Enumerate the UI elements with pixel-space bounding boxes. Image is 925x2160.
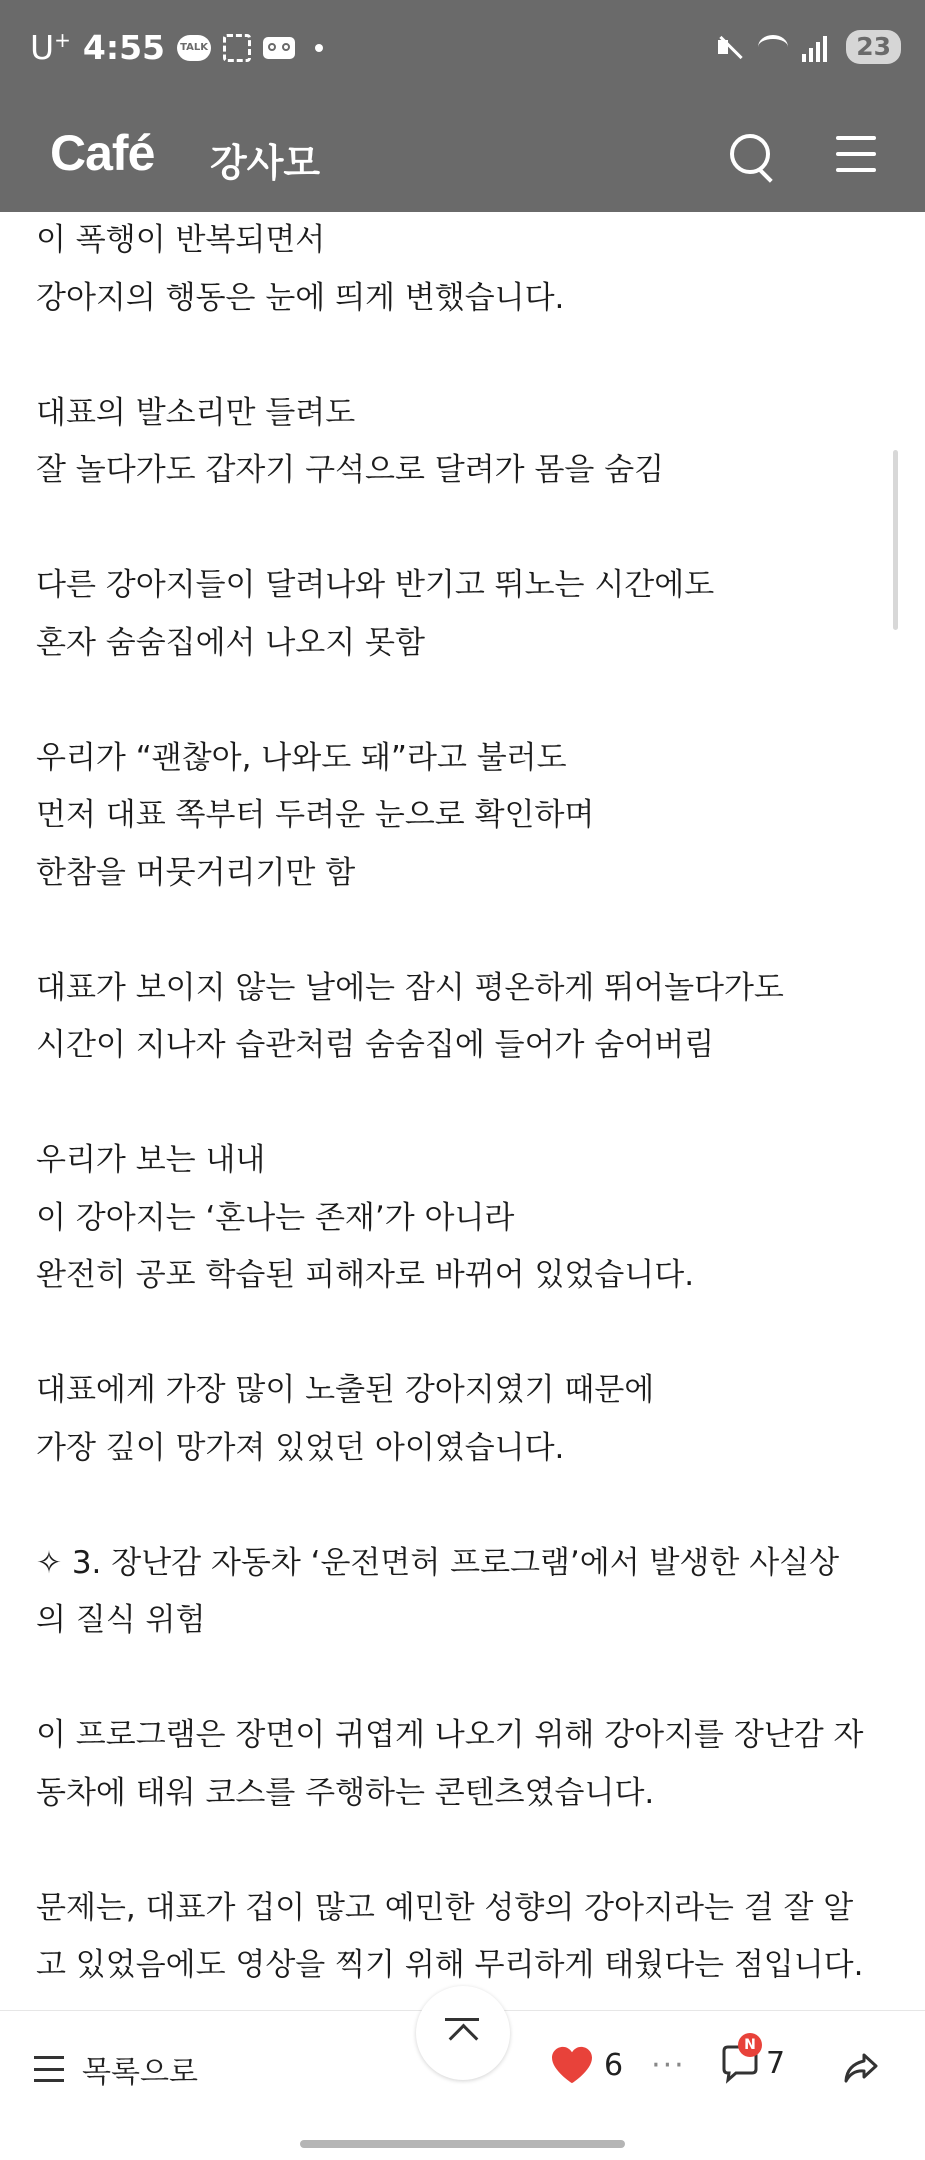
scroll-to-top-button[interactable] bbox=[416, 1986, 510, 2080]
wifi-icon bbox=[758, 35, 788, 59]
menu-icon[interactable] bbox=[836, 136, 876, 172]
list-icon bbox=[34, 2056, 64, 2082]
article-line: 한참을 머뭇거리기만 함 bbox=[36, 854, 356, 891]
scan-icon bbox=[223, 34, 251, 62]
comment-icon bbox=[718, 2037, 762, 2085]
gesture-nav-area bbox=[0, 2126, 925, 2160]
status-time: 4:55 bbox=[82, 28, 166, 67]
article-line: 다른 강아지들이 달려나와 반기고 뛰노는 시간에도 bbox=[36, 567, 715, 603]
heart-icon bbox=[550, 2045, 594, 2085]
comment-button[interactable] bbox=[718, 2037, 786, 2085]
article-line: 이 강아지는 ‘혼나는 존재’가 아니라 bbox=[36, 1199, 515, 1236]
article-line: 우리가 “괜찮아, 나와도 돼”라고 불러도 bbox=[36, 739, 567, 776]
article-line: 대표의 발소리만 들려도 bbox=[36, 394, 356, 431]
like-count: 6 bbox=[604, 2047, 624, 2083]
status-right bbox=[714, 30, 901, 64]
share-icon[interactable] bbox=[838, 2047, 882, 2091]
article-body bbox=[36, 212, 896, 1995]
article-line: 대표에게 가장 많이 노출된 강아지였기 때문에 bbox=[36, 1372, 655, 1408]
back-to-list-button[interactable] bbox=[34, 2047, 198, 2091]
article-line: 가장 깊이 망가져 있었던 아이였습니다. bbox=[36, 1429, 565, 1466]
comment-count: 7 bbox=[766, 2045, 786, 2081]
blank-line bbox=[36, 1822, 896, 1880]
article-line: 잘 놀다가도 갑자기 구석으로 달려가 몸을 숨김 bbox=[36, 452, 665, 488]
voicemail-icon bbox=[263, 37, 295, 59]
back-to-list-label: 목록으로 bbox=[82, 2055, 198, 2090]
app-bar bbox=[0, 104, 925, 212]
blank-line bbox=[36, 500, 896, 558]
scrollbar[interactable] bbox=[893, 450, 898, 630]
carrier-label bbox=[30, 28, 71, 67]
battery-indicator: 23 bbox=[846, 30, 901, 64]
article-line: 완전히 공포 학습된 피해자로 바뀌어 있었습니다. bbox=[36, 1257, 695, 1293]
new-comment-badge: N bbox=[738, 2033, 762, 2057]
blank-line bbox=[36, 1075, 896, 1133]
home-indicator[interactable] bbox=[300, 2140, 625, 2148]
cafe-name[interactable]: 강사모 bbox=[210, 141, 321, 185]
blank-line bbox=[36, 1650, 896, 1708]
mute-icon bbox=[714, 32, 744, 62]
article-line: 대표가 보이지 않는 날에는 잠시 평온하게 뛰어놀다가도 bbox=[36, 969, 784, 1006]
article-line: 고 있었음에도 영상을 찍기 위해 무리하게 태웠다는 점입니다. bbox=[36, 1947, 864, 1983]
cafe-logo[interactable]: Café bbox=[50, 125, 155, 181]
signal-icon bbox=[802, 32, 832, 62]
article-line: 먼저 대표 쪽부터 두려운 눈으로 확인하며 bbox=[36, 797, 595, 833]
status-left bbox=[30, 28, 323, 67]
article-line: 혼자 숨숨집에서 나오지 못함 bbox=[36, 624, 425, 661]
article-line: 문제는, 대표가 겁이 많고 예민한 성향의 강아지라는 걸 잘 알 bbox=[36, 1889, 854, 1926]
article-line: 이 폭행이 반복되면서 bbox=[36, 222, 326, 258]
carrier-text: U bbox=[30, 28, 55, 67]
article-line: 이 프로그램은 장면이 귀엽게 나오기 위해 강아지를 장난감 자 bbox=[36, 1717, 864, 1753]
status-bar bbox=[0, 0, 925, 104]
article-line: 우리가 보는 내내 bbox=[36, 1142, 266, 1178]
notification-dot-icon bbox=[315, 44, 323, 52]
article-line: ✧ 3. 장난감 자동차 ‘운전면허 프로그램’에서 발생한 사실상 bbox=[36, 1544, 840, 1581]
blank-line bbox=[36, 327, 896, 385]
article-line: 의 질식 위험 bbox=[36, 1602, 206, 1638]
article-line: 시간이 지나자 습관처럼 숨숨집에 들어가 숨어버림 bbox=[36, 1027, 715, 1063]
blank-line bbox=[36, 902, 896, 960]
blank-line bbox=[36, 1477, 896, 1535]
carrier-sup: + bbox=[54, 28, 71, 52]
scroll-top-icon bbox=[445, 2018, 481, 2048]
article-line: 강아지의 행동은 눈에 띄게 변했습니다. bbox=[36, 279, 565, 316]
like-button[interactable] bbox=[550, 2045, 686, 2085]
article-line: 동차에 태워 코스를 주행하는 콘텐츠였습니다. bbox=[36, 1774, 655, 1811]
talk-icon: TALK bbox=[177, 35, 211, 61]
blank-line bbox=[36, 672, 896, 730]
blank-line bbox=[36, 1305, 896, 1363]
search-icon[interactable] bbox=[728, 132, 774, 178]
more-icon[interactable]: ··· bbox=[651, 2047, 686, 2083]
